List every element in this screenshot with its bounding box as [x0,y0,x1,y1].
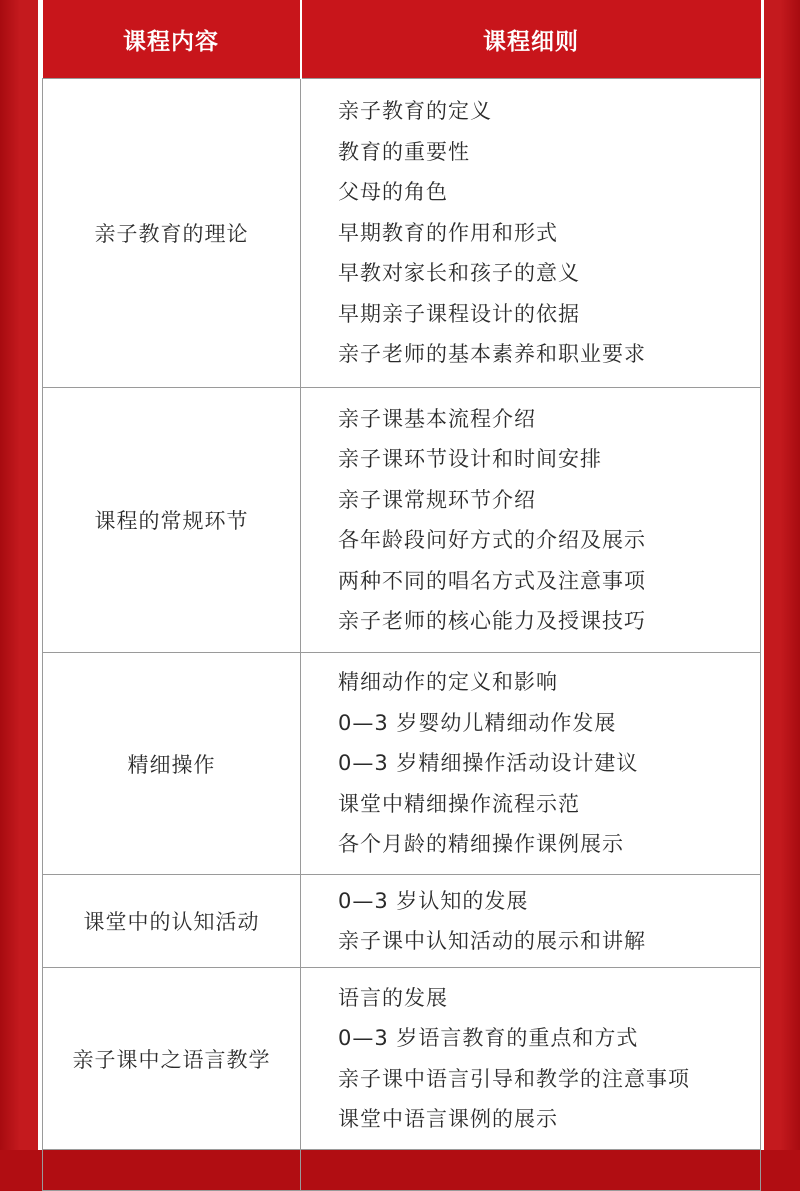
detail-item: 亲子课基本流程介绍 [338,406,536,431]
table-row-partial [43,1150,761,1191]
detail-item: 精细动作的定义和影响 [338,670,558,695]
detail-item: 亲子老师的基本素养和职业要求 [338,342,646,367]
row-category: 亲子教育的理论 [43,79,301,388]
row-details [301,968,761,1150]
header-course-details: 课程细则 [301,0,761,79]
row-category: 亲子课中之语言教学 [43,968,301,1150]
detail-item: 教育的重要性 [338,139,470,164]
row-details [301,388,761,653]
detail-item: 0—3 岁语言教育的重点和方式 [338,1026,639,1050]
header-row [43,0,761,79]
detail-item: 父母的角色 [338,180,448,205]
table-row [43,875,761,968]
table-row [43,388,761,653]
row-details [301,875,761,968]
course-table [42,0,761,1191]
row-details-empty [301,1150,761,1191]
detail-item: 语言的发展 [338,985,448,1010]
detail-item: 0—3 岁精细操作活动设计建议 [338,751,639,776]
row-category: 课堂中的认知活动 [43,875,301,968]
detail-item: 早期教育的作用和形式 [338,220,558,245]
detail-item: 课堂中精细操作流程示范 [338,791,580,816]
detail-item: 亲子教育的定义 [338,99,492,124]
row-category: 精细操作 [43,653,301,875]
detail-item: 亲子课常规环节介绍 [338,487,536,512]
detail-item: 亲子课环节设计和时间安排 [338,447,602,471]
row-details [301,79,761,388]
row-details [301,653,761,875]
table-row [43,653,761,875]
detail-item: 0—3 岁婴幼儿精细动作发展 [338,710,617,735]
detail-item: 0—3 岁认知的发展 [338,888,529,913]
header-course-content: 课程内容 [43,0,301,79]
detail-item: 亲子课中认知活动的展示和讲解 [338,929,646,953]
detail-item: 亲子老师的核心能力及授课技巧 [338,609,646,633]
table-row [43,968,761,1150]
detail-item: 课堂中语言课例的展示 [338,1107,558,1131]
row-category-empty [43,1150,301,1191]
row-category: 课程的常规环节 [43,388,301,653]
table-row [43,79,761,388]
detail-item: 亲子课中语言引导和教学的注意事项 [338,1066,690,1091]
detail-item: 早期亲子课程设计的依据 [338,301,580,326]
detail-item: 各年龄段问好方式的介绍及展示 [338,528,646,552]
detail-item: 各个月龄的精细操作课例展示 [338,832,624,857]
detail-item: 早教对家长和孩子的意义 [338,261,580,286]
detail-item: 两种不同的唱名方式及注意事项 [338,568,646,593]
